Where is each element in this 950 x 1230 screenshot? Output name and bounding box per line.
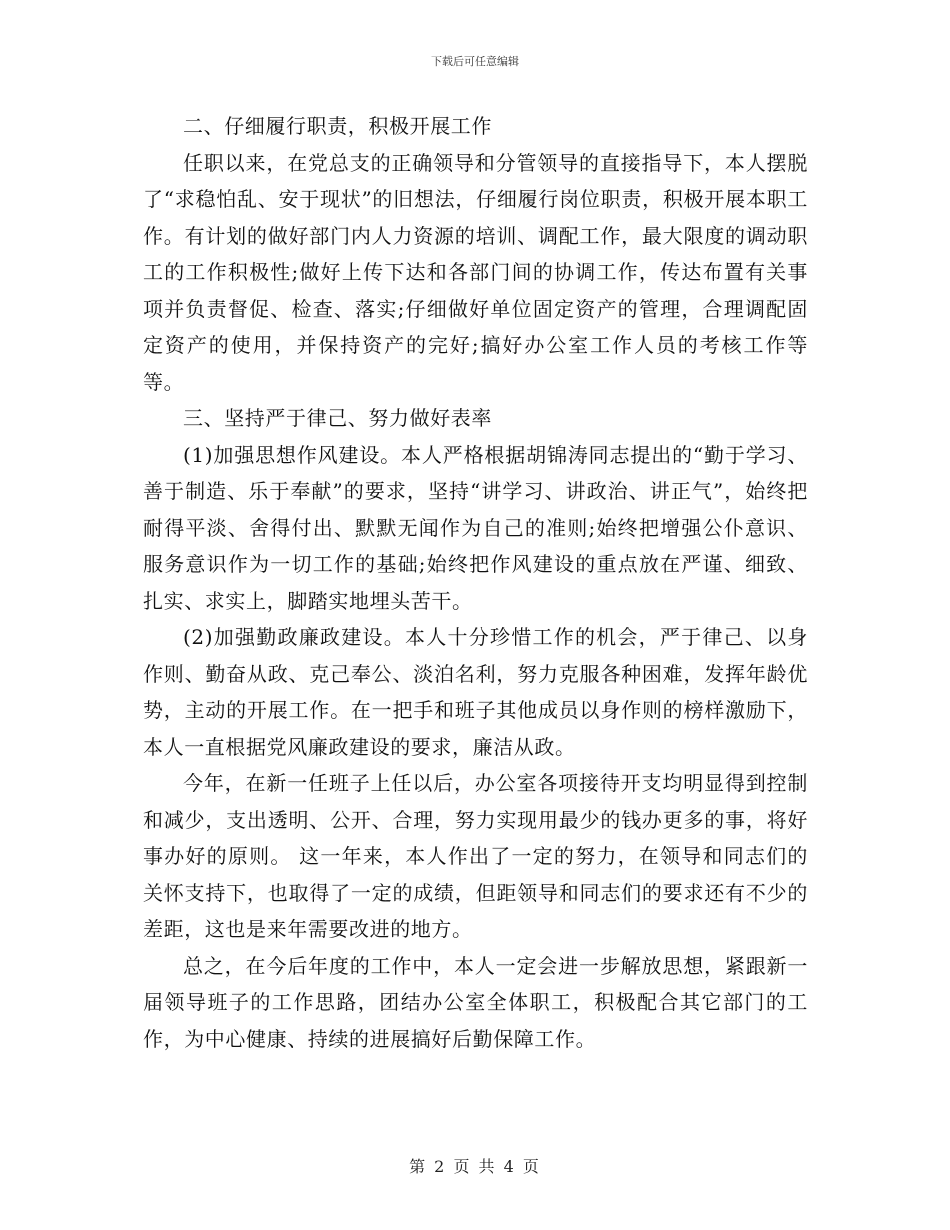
page-number: 第 2 页 共 4 页 [409,1157,541,1176]
body-paragraph: 任职以来，在党总支的正确领导和分管领导的直接指导下，本人摆脱了“求稳怕乱、安于现状”的旧想法，仔细履行岗位职责，积极开展本职工作。有计划的做好部门内人力资源的培训、调配工作，最大限度的调动职工的工作积极性;做好上传下达和各部门间的协调工作，传达布置有关事项并负责督促、检查、落实;仔细做好单位固定资产的管理，合理调配固定资产的使用，并保持资产的完好;搞好办公室工作人员的考核工作等等。 [143,150,808,394]
body-paragraph: (1)加强思想作风建设。本人严格根据胡锦涛同志提出的“勤于学习、善于制造、乐于奉献”的要求，坚持“讲学习、讲政治、讲正气”，始终把耐得平淡、舍得付出、默默无闻作为自己的准则;始终把增强公仆意识、服务意识作为一切工作的基础;始终把作风建设的重点放在严谨、细致、扎实、求实上，脚踏实地埋头苦干。 [143,442,808,613]
body-paragraph: (2)加强勤政廉政建设。本人十分珍惜工作的机会，严于律己、以身作则、勤奋从政、克己奉公、淡泊名利，努力克服各种困难，发挥年龄优势，主动的开展工作。在一把手和班子其他成员以身作则的榜样激励下，本人一直根据党风廉政建设的要求，廉洁从政。 [143,625,808,759]
section-heading-3: 三、坚持严于律己、努力做好表率 [183,406,492,430]
body-paragraph: 总之，在今后年度的工作中，本人一定会进一步解放思想，紧跟新一届领导班子的工作思路，团结办公室全体职工，积极配合其它部门的工作，为中心健康、持续的进展搞好后勤保障工作。 [143,953,808,1051]
body-paragraph: 今年，在新一任班子上任以后，办公室各项接待开支均明显得到控制和减少，支出透明、公开、合理，努力实现用最少的钱办更多的事，将好事办好的原则。 这一年来，本人作出了一定的努力，在领导和同志们的关怀支持下，也取得了一定的成绩，但距领导和同志们的要求还有不少的差距，这也是来年需要改进的地方。 [143,771,808,941]
page-header: 下载后可任意编辑 [431,55,519,68]
section-heading-2: 二、仔细履行职责，积极开展工作 [183,114,492,138]
document-body [143,108,808,1057]
